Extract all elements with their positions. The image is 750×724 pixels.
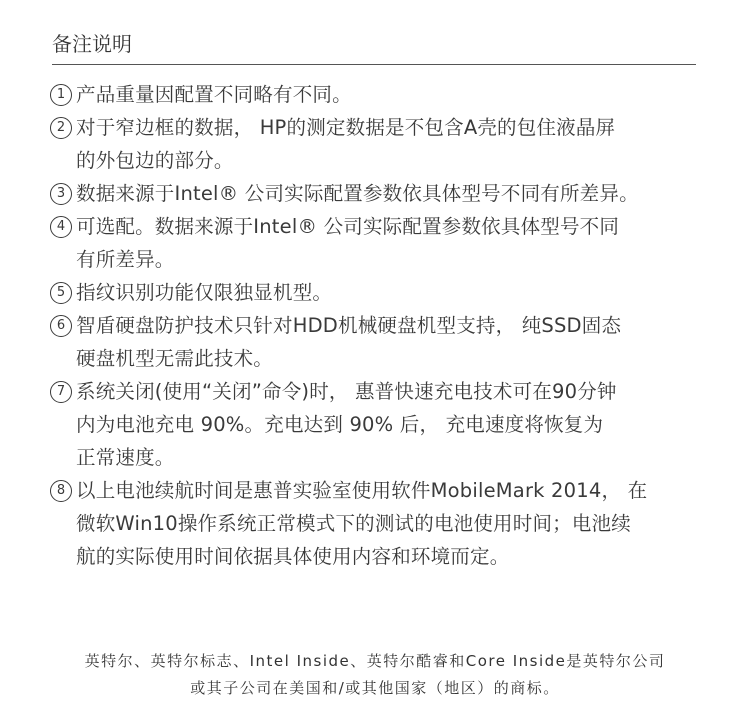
note-item <box>50 474 710 573</box>
note-number: 5 <box>50 282 72 304</box>
note-number: 4 <box>50 216 72 238</box>
note-text: 指纹识别功能仅限独显机型。 <box>76 281 333 304</box>
note-item <box>50 78 710 111</box>
note-item <box>50 177 710 210</box>
note-text: 数据来源于Intel® 公司实际配置参数依具体型号不同有所差异。 <box>76 182 639 205</box>
page-title: 备注说明 <box>52 32 132 56</box>
note-item <box>50 375 710 474</box>
note-number: 7 <box>50 381 72 403</box>
note-text: 可选配。数据来源于Intel® 公司实际配置参数依具体型号不同 有所差异。 <box>76 215 620 271</box>
note-number: 3 <box>50 183 72 205</box>
trademark-line-2: 或其子公司在美国和/或其他国家（地区）的商标。 <box>190 679 560 697</box>
note-number: 8 <box>50 480 72 502</box>
note-item <box>50 111 710 177</box>
note-item <box>50 309 710 375</box>
note-item <box>50 276 710 309</box>
trademark-line-1: 英特尔、英特尔标志、Intel Inside、英特尔酷睿和Core Inside是英特尔公司 <box>84 652 666 670</box>
note-text: 智盾硬盘防护技术只针对HDD机械硬盘机型支持， 纯SSD固态 硬盘机型无需此技术。 <box>76 314 622 370</box>
note-number: 2 <box>50 117 72 139</box>
notes-list <box>50 78 710 573</box>
trademark-footer <box>0 648 750 702</box>
note-number: 6 <box>50 315 72 337</box>
note-item <box>50 210 710 276</box>
note-number: 1 <box>50 84 72 106</box>
note-text: 系统关闭(使用“关闭”命令)时， 惠普快速充电技术可在90分钟 内为电池充电 90%。充电达到 90% 后， 充电速度将恢复为 正常速度。 <box>76 380 617 469</box>
note-text: 对于窄边框的数据， HP的测定数据是不包含A壳的包住液晶屏 的外包边的部分。 <box>76 116 616 172</box>
note-text: 以上电池续航时间是惠普实验室使用软件MobileMark 2014， 在 微软Win10操作系统正常模式下的测试的电池使用时间；电池续 航的实际使用时间依据具体使用内容和环境而定。 <box>76 479 648 568</box>
title-divider <box>52 64 696 65</box>
note-text: 产品重量因配置不同略有不同。 <box>76 83 352 106</box>
